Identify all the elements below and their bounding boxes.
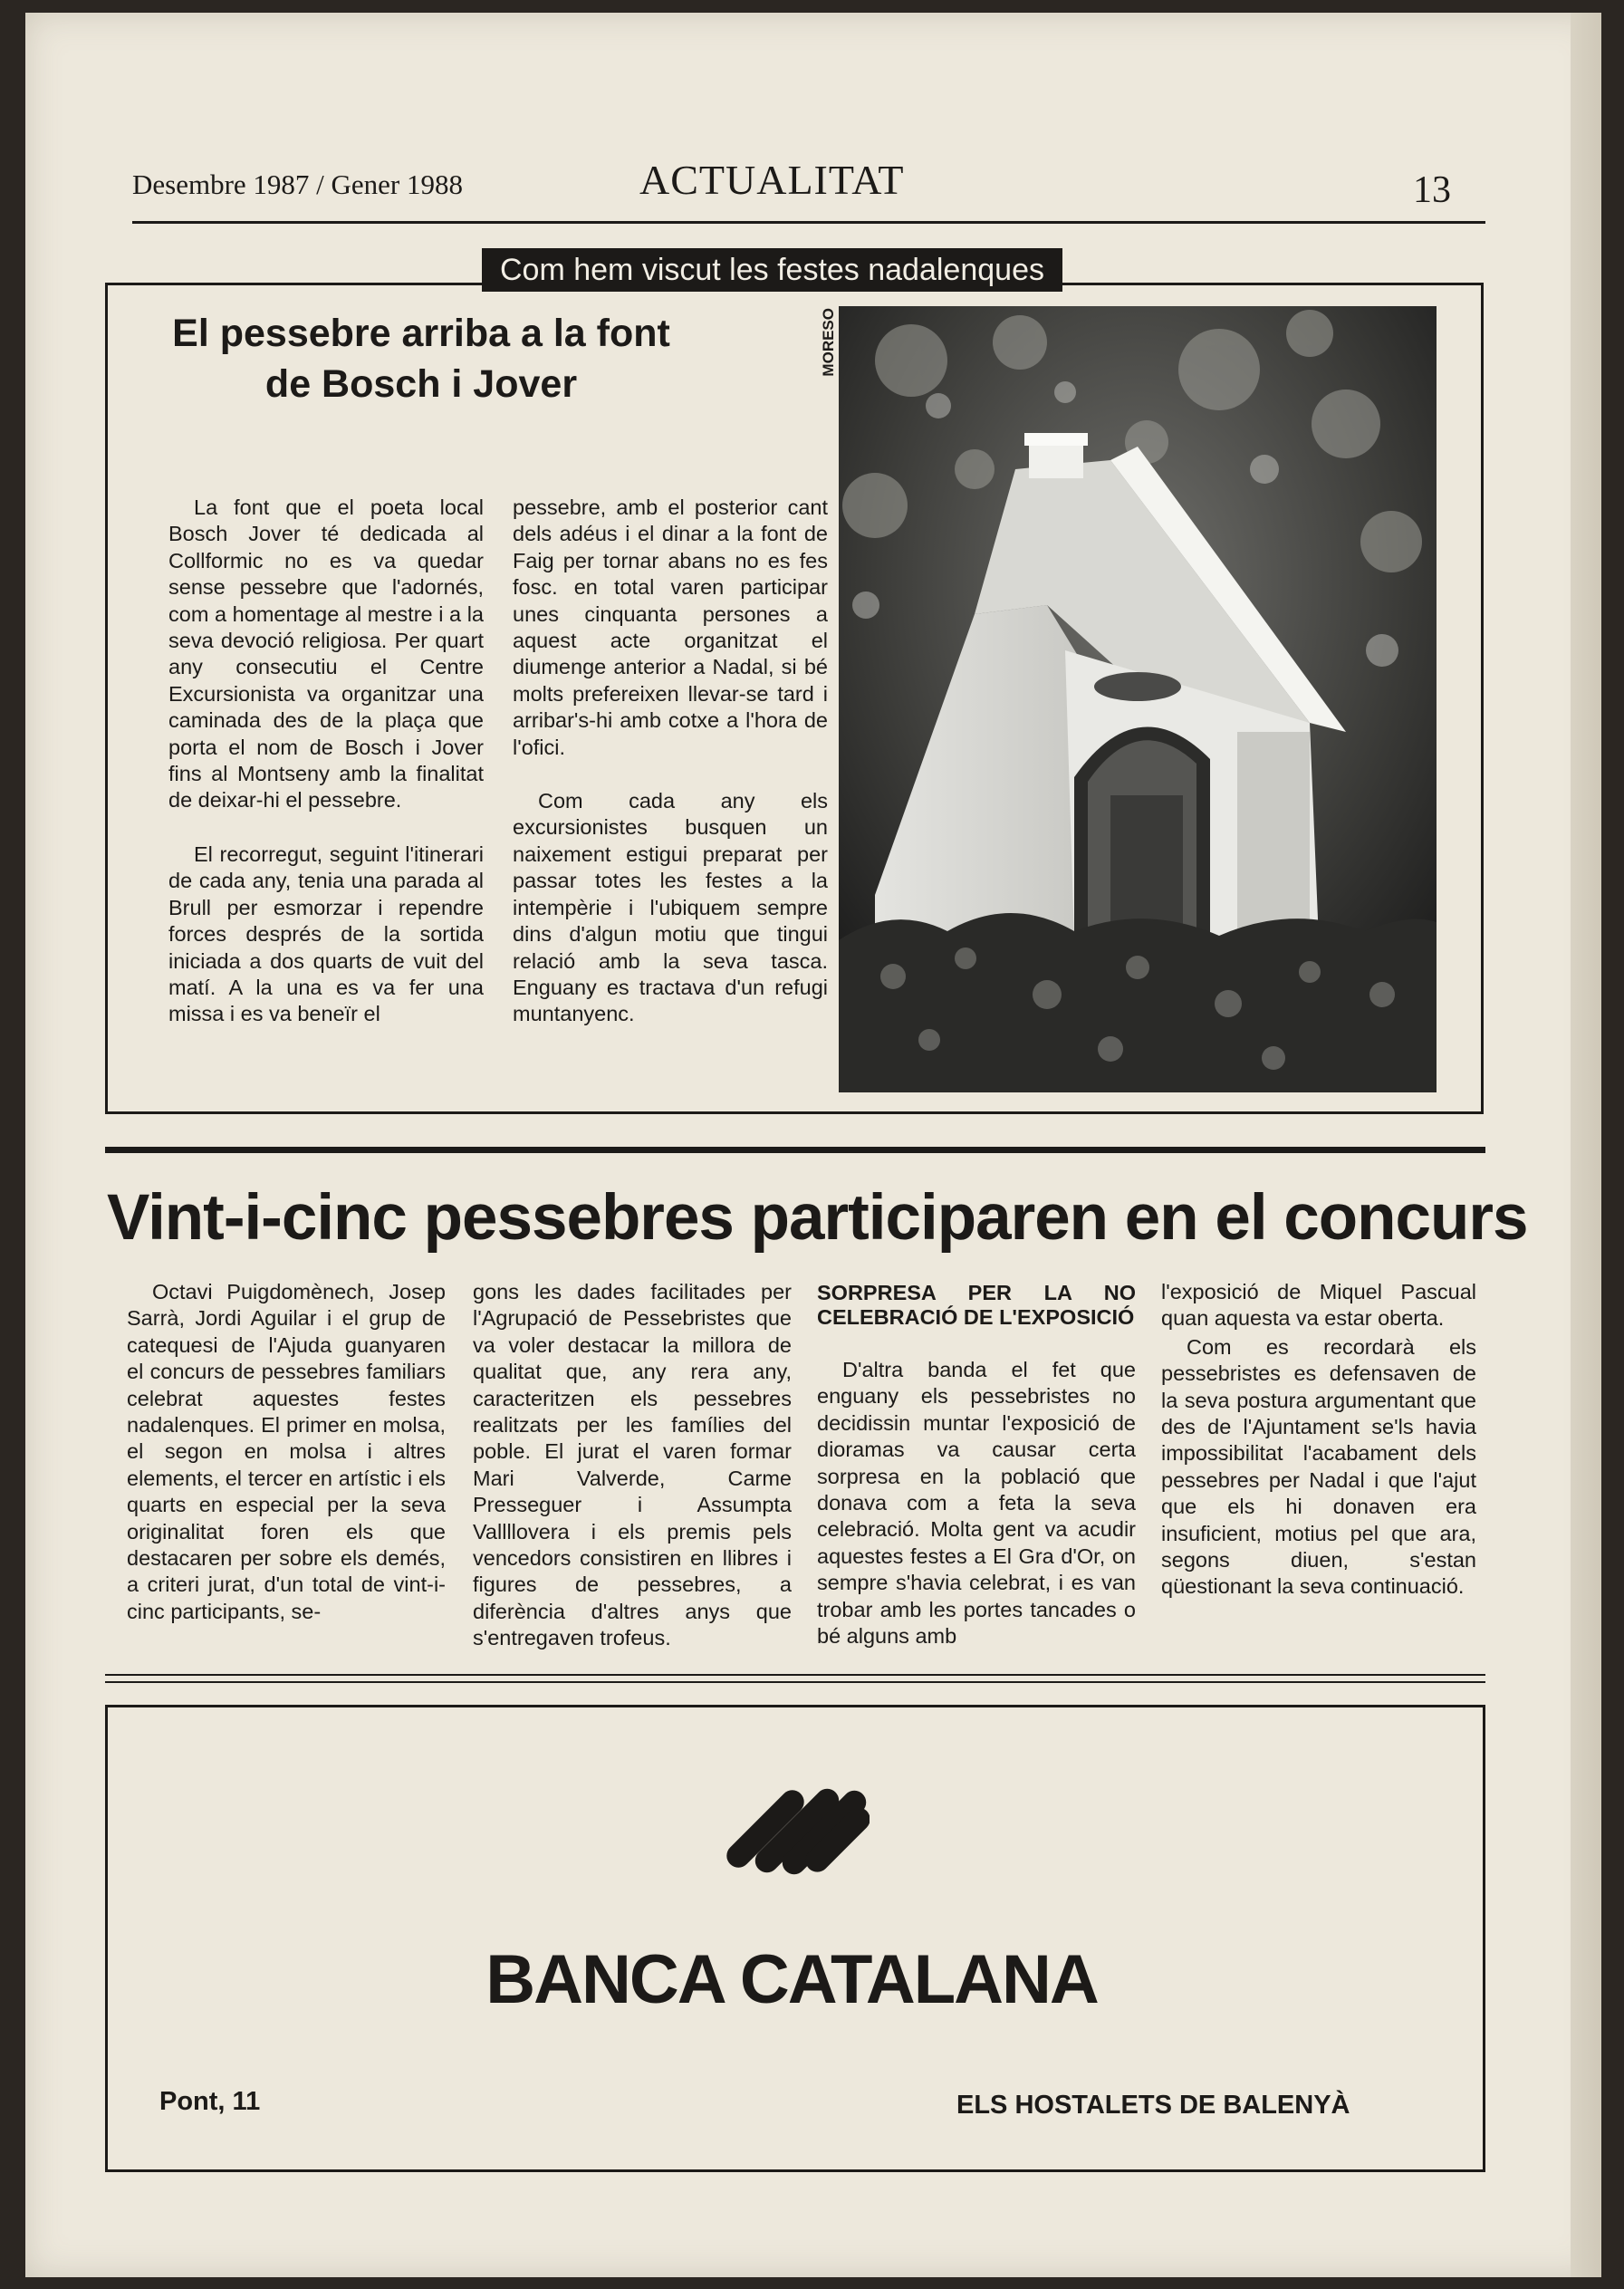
- article2-col4-paragraph: Com es recordarà els pessebristes es defensaven de la seva postura argumentant que des de l'Ajuntament se'ls havia impossibilitat l'acabament dels pessebres per Nadal i que l'ajut que els hi donaven era insuficient, motius pel que ara, segons diuen, s'estan qüestionant la seva continuació.: [1161, 1334, 1476, 1599]
- article2-col3-paragraph: D'altra banda el fet que enguany els pessebristes no decidissin muntar l'exposició de dioramas va causar certa sorpresa en la població que donava com a feta la seva celebració. Molta gent va acudir aquestes festes a El Gra d'Or, on sempre s'havia celebrat, i es van trobar amb les portes tancades o bé alguns amb: [817, 1358, 1136, 1649]
- article2-col1-paragraph: Octavi Puigdomènech, Josep Sarrà, Jordi Aguilar i el grup de catequesi de l'Ajuda guanyaren el concurs de pessebres familiars celebrat aquestes festes nadalenques. El primer en molsa, el segon en molsa i altres elements, el tercer en artístic i els quarts en especial per la seva originalitat foren els que destacaren per sobre els demés, a criteri jurat, d'un total de vint-i-cinc participants, se-: [127, 1280, 446, 1623]
- article2-col2-paragraph: gons les dades facilitades per l'Agrupació de Pessebristes que va voler destacar la millora de qualitat que, any rera any, caracteritzen els pessebres realitzats per les famílies del poble. El jurat el varen formar Mari Valverde, Carme Presseguer i Assumpta Vallllovera i els premis pels vencedors consistiren en llibres i figures de pessebres, a diferència d'altres anys que s'entregaven trofeus.: [473, 1280, 792, 1650]
- section-banner: Com hem viscut les festes nadalenques: [482, 248, 1062, 292]
- page-number: 13: [1413, 169, 1451, 211]
- article2-column-3: [817, 1281, 1136, 1677]
- page-edge: [1571, 13, 1601, 2277]
- section-title: ACTUALITAT: [639, 157, 905, 203]
- photo-image: [839, 306, 1437, 1092]
- header-rule: [132, 221, 1485, 224]
- article2-column-1: [127, 1279, 446, 1652]
- photo-credit: MORESO: [820, 308, 837, 377]
- article2-column-4: [1161, 1279, 1476, 1628]
- article2-headline: Vint-i-cinc pessebres participaren en el concurs: [107, 1182, 1528, 1254]
- article1-headline-line2: de Bosch i Jover: [264, 362, 578, 406]
- ad-town: ELS HOSTALETS DE BALENYÀ: [956, 2091, 1350, 2120]
- article2-subheading: SORPRESA PER LA NO CELEBRACIÓ DE L'EXPOSICIÓ: [817, 1281, 1136, 1329]
- ad-address: Pont, 11: [159, 2087, 261, 2116]
- article2-col4-paragraph: l'exposició de Miquel Pascual quan aquesta va estar oberta.: [1161, 1280, 1476, 1331]
- article-divider: [105, 1147, 1485, 1153]
- issue-date: Desembre 1987 / Gener 1988: [132, 168, 464, 200]
- banca-catalana-stripes-logo-icon: [725, 1765, 870, 1919]
- article2-column-2: [473, 1279, 792, 1679]
- nativity-refuge-photo: [839, 306, 1437, 1092]
- article1-col1-paragraph: El recorregut, seguint l'itinerari de cada any, tenia una parada al Brull per esmorzar i rependre forces després de la sortida iniciada a dos quarts de vuit del matí. A la una es va fer una missa i es va beneïr el: [168, 842, 484, 1026]
- article1-column-2: [513, 495, 828, 1055]
- article1-headline: [172, 308, 670, 409]
- article1-col2-paragraph: pessebre, amb el posterior cant dels adéus i el dinar a la font de Faig per tornar abans no es fes fosc. en total varen participar unes cinquanta persones a aquest acte organitzat el diumenge anterior a Nadal, si bé molts prefereixen llevar-se tard i arribar's-hi amb cotxe a l'hora de l'ofici.: [513, 495, 828, 759]
- article1-col2-paragraph: Com cada any els excursionistes busquen un naixement estigui preparat per passar totes les festes a la intempèrie i l'ubiquem sempre dins d'algun motiu que tingui relació amb la seva tasca. Enguany es tractava d'un refugi muntanyenc.: [513, 789, 828, 1026]
- article1-column-1: [168, 495, 484, 1055]
- ad-divider: [105, 1674, 1485, 1683]
- article1-col1-paragraph: La font que el poeta local Bosch Jover té dedicada al Collformic no es va quedar sense pessebre que l'adornés, com a homentage al mestre i a la seva devoció religiosa. Per quart any consecutiu el Centre Excursionista va organitzar una caminada des de la plaça que porta el nom de Bosch i Jover fins al Montseny amb la finalitat de deixar-hi el pessebre.: [168, 495, 484, 813]
- ad-brand-name: BANCA CATALANA: [485, 1941, 1098, 2018]
- article1-headline-line1: El pessebre arriba a la font: [172, 312, 670, 355]
